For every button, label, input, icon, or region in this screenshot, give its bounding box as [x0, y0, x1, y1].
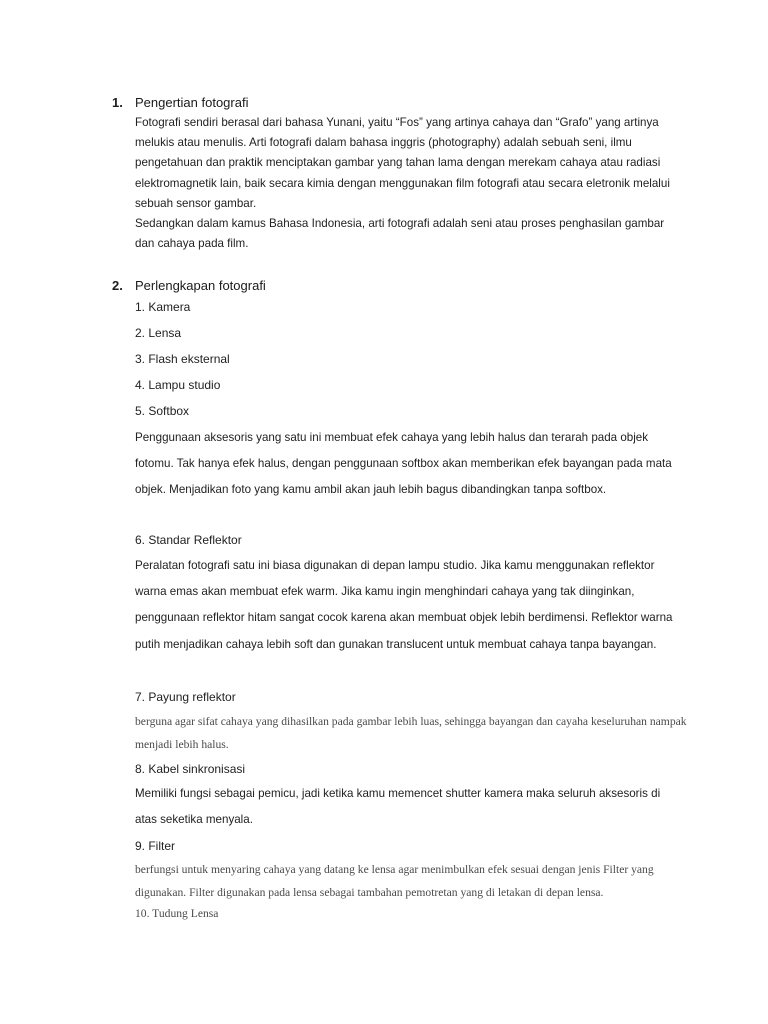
equipment-item-9-description: berfungsi untuk menyaring cahaya yang datang ke lensa agar menimbulkan efek sesuai dengan jenis Filter yang digunakan. Filter digunakan pada lensa sebagai tambahan pemotretan yang di letakan di depan lensa. [135, 863, 654, 899]
equipment-item-5: 5. Softbox [135, 404, 190, 418]
equipment-item-9: 9. Filter [135, 839, 176, 853]
equipment-item-2: 2. Lensa [135, 326, 182, 340]
equipment-item-6-description: Peralatan fotografi satu ini biasa digunakan di depan lampu studio. Jika kamu menggunakan reflektor warna emas akan membuat efek warm. Jika kamu ingin menghindari cahaya yang tak diinginkan, penggunaan reflektor hitam sangat cocok karena akan membuat objek lebih berdimensi. Reflektor warna putih menjadikan cahaya lebih soft dan gunakan translucent untuk membuat cahaya tanpa bayangan. [135, 559, 673, 651]
section-1-paragraph-1: Fotografi sendiri berasal dari bahasa Yunani, yaitu “Fos” yang artinya cahaya dan “Grafo” yang artinya melukis atau menulis. Arti fotografi dalam bahasa inggris (photography) adalah sebuah seni, ilmu pengetahuan dan praktik menciptakan gambar yang tahan lama dengan merekam cahaya atau radiasi elektromagnetik lain, baik secara kimia dengan menggunakan film fotografi atau secara eletronik melalui sebuah sensor gambar. [135, 116, 670, 210]
equipment-item-3: 3. Flash eksternal [135, 352, 230, 366]
equipment-item-1: 1. Kamera [135, 300, 191, 314]
section-2-number: 2. [112, 278, 123, 293]
section-1-number: 1. [112, 95, 123, 110]
equipment-item-10: 10. Tudung Lensa [135, 907, 219, 920]
equipment-item-5-description: Penggunaan aksesoris yang satu ini membuat efek cahaya yang lebih halus dan terarah pada objek fotomu. Tak hanya efek halus, dengan penggunaan softbox akan memberikan efek bayangan pada mata objek. Menjadikan foto yang kamu ambil akan jauh lebih bagus dibandingkan tanpa softbox. [135, 431, 672, 497]
section-2-title: Perlengkapan fotografi [135, 278, 266, 293]
equipment-item-8-description: Memiliki fungsi sebagai pemicu, jadi ketika kamu memencet shutter kamera maka seluruh aksesoris di atas seketika menyala. [135, 787, 661, 827]
equipment-item-7: 7. Payung reflektor [135, 690, 236, 704]
equipment-item-6: 6. Standar Reflektor [135, 533, 242, 547]
equipment-item-8: 8. Kabel sinkronisasi [135, 762, 246, 776]
section-1-title: Pengertian fotografi [135, 95, 249, 110]
equipment-item-4: 4. Lampu studio [135, 378, 221, 392]
equipment-item-7-description: berguna agar sifat cahaya yang dihasilkan pada gambar lebih luas, sehingga bayangan dan cayaha keseluruhan nampak menjadi lebih halus. [135, 715, 687, 751]
section-1-paragraph-2: Sedangkan dalam kamus Bahasa Indonesia, arti fotografi adalah seni atau proses penghasilan gambar dan cahaya pada film. [135, 217, 665, 251]
